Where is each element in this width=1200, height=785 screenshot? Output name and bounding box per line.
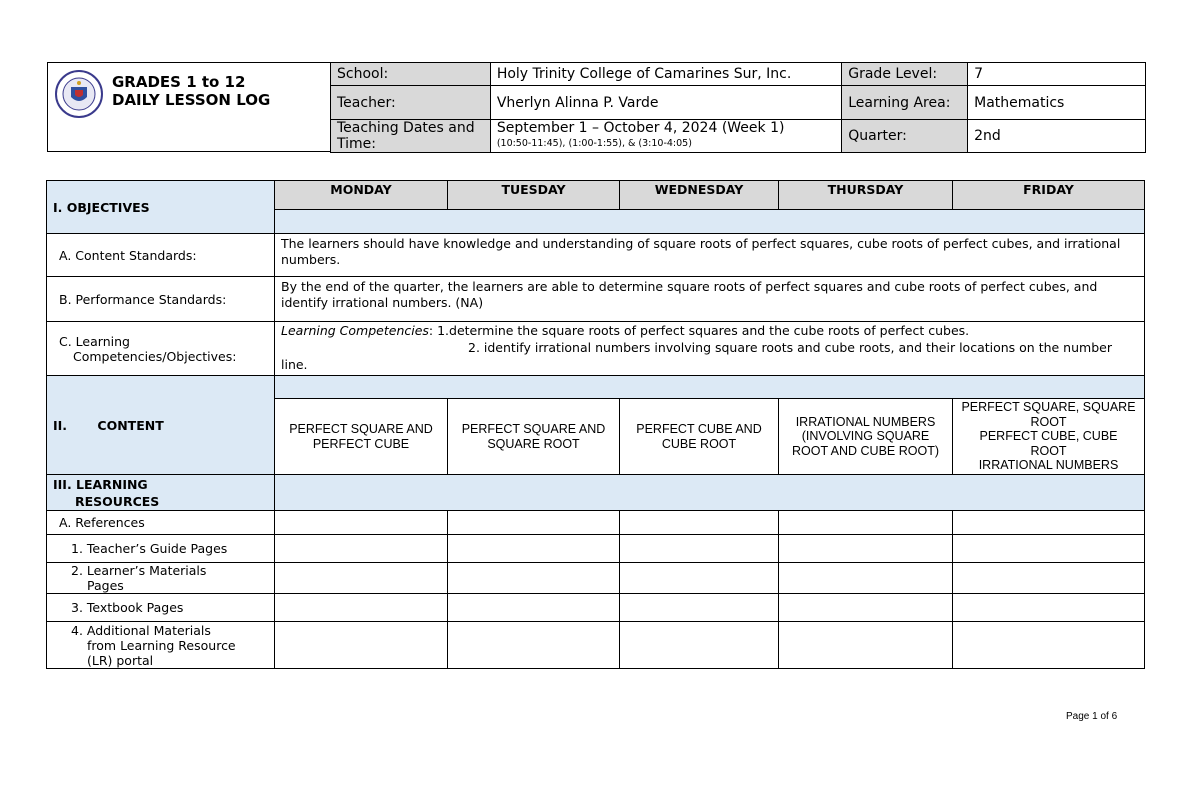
content-wednesday: PERFECT CUBE AND CUBE ROOT [620,399,779,475]
grade-level-label: Grade Level: [842,63,968,86]
quarter-value: 2nd [968,120,1146,153]
cell-tg-fri[interactable] [953,535,1145,563]
cell-am-mon[interactable] [275,622,448,669]
cell-ref-wed[interactable] [620,511,779,535]
learners-materials-line2: Pages [87,578,124,593]
school-label: School: [331,63,491,86]
cell-tg-wed[interactable] [620,535,779,563]
cell-lm-wed[interactable] [620,563,779,594]
content-heading-num: II. [53,417,68,433]
cell-tb-thu[interactable] [779,594,953,622]
competencies-line1-text: : 1.determine the square roots of perfect squares and the cube roots of perfect cubes. [428,323,970,338]
lesson-log-table [46,180,1145,669]
cell-am-thu[interactable] [779,622,953,669]
teaching-dates-cell [490,120,841,153]
competencies-label [47,322,275,376]
competencies-label-line1: C. Learning [59,333,130,349]
competencies-prefix: Learning Competencies [281,323,429,338]
page-number: Page 1 of 6 [1066,711,1118,722]
title-line-1: GRADES 1 to 12 [112,73,246,91]
additional-materials-label [47,622,275,669]
content-friday [953,399,1145,475]
cell-lm-mon[interactable] [275,563,448,594]
resources-blue-band [275,475,1145,511]
header-title-block [47,62,331,152]
content-standards-text: The learners should have knowledge and understanding of square roots of perfect squares, cube roots of perfect cubes, and irrational numbers. [275,234,1145,277]
deped-seal-logo [54,69,104,123]
learners-materials-line1: 2. Learner’s Materials [71,563,207,578]
content-thursday: IRRATIONAL NUMBERS (INVOLVING SQUARE ROOT AND CUBE ROOT) [779,399,953,475]
cell-lm-tue[interactable] [448,563,620,594]
day-header-thursday: THURSDAY [779,181,953,210]
objectives-heading: I. OBJECTIVES [47,181,275,234]
cell-ref-tue[interactable] [448,511,620,535]
cell-tg-mon[interactable] [275,535,448,563]
day-header-monday: MONDAY [275,181,448,210]
learning-area-label: Learning Area: [842,86,968,120]
grade-level-value: 7 [968,63,1146,86]
content-friday-line1: PERFECT SQUARE, SQUARE ROOT [961,400,1136,429]
teaching-dates-label: Teaching Dates and Time: [331,120,491,153]
competencies-text [275,322,1145,376]
title-line-2: DAILY LESSON LOG [112,91,271,109]
teacher-value: Vherlyn Alinna P. Varde [490,86,841,120]
competencies-line1 [281,322,1138,339]
content-heading-text: CONTENT [97,417,164,433]
cell-am-wed[interactable] [620,622,779,669]
cell-lm-fri[interactable] [953,563,1145,594]
teaching-times-value: (10:50-11:45), (1:00-1:55), & (3:10-4:05) [496,138,692,149]
teachers-guide-label: 1. Teacher’s Guide Pages [47,535,275,563]
resources-heading-line2: RESOURCES [75,493,160,509]
performance-standards-text: By the end of the quarter, the learners are able to determine square roots of perfect squares and cube roots of perfect cubes, and identify irrational numbers. (NA) [275,277,1145,322]
teacher-label: Teacher: [331,86,491,120]
school-value: Holy Trinity College of Camarines Sur, Inc. [490,63,841,86]
content-blue-band [275,376,1145,399]
day-header-tuesday: TUESDAY [448,181,620,210]
resources-heading-line1: III. LEARNING [53,476,148,492]
additional-materials-line2: from Learning Resource [87,637,236,653]
additional-materials-line1: 4. Additional Materials [71,622,211,638]
teaching-dates-value: September 1 – October 4, 2024 (Week 1) [496,120,785,136]
cell-tb-fri[interactable] [953,594,1145,622]
cell-am-fri[interactable] [953,622,1145,669]
content-tuesday: PERFECT SQUARE AND SQUARE ROOT [448,399,620,475]
cell-ref-fri[interactable] [953,511,1145,535]
cell-ref-mon[interactable] [275,511,448,535]
content-monday: PERFECT SQUARE AND PERFECT CUBE [275,399,448,475]
cell-tb-wed[interactable] [620,594,779,622]
cell-tg-thu[interactable] [779,535,953,563]
cell-lm-thu[interactable] [779,563,953,594]
references-label: A. References [47,511,275,535]
competencies-line3: line. [281,357,308,372]
cell-ref-thu[interactable] [779,511,953,535]
competencies-line2: 2. identify irrational numbers involving square roots and cube roots, and their locations on the number [468,340,1112,355]
competencies-label-line2: Competencies/Objectives: [73,348,237,364]
quarter-label: Quarter: [842,120,968,153]
header-info-table [330,62,1146,153]
day-header-wednesday: WEDNESDAY [620,181,779,210]
day-header-friday: FRIDAY [953,181,1145,210]
content-heading [47,376,275,475]
content-friday-line3: IRRATIONAL NUMBERS [978,458,1119,473]
cell-tg-tue[interactable] [448,535,620,563]
content-standards-label: A. Content Standards: [47,234,275,277]
resources-heading [47,475,275,511]
objectives-blue-band [275,210,1145,234]
learners-materials-label [47,563,275,594]
cell-am-tue[interactable] [448,622,620,669]
learning-area-value: Mathematics [968,86,1146,120]
performance-standards-label: B. Performance Standards: [47,277,275,322]
cell-tb-tue[interactable] [448,594,620,622]
content-friday-line2: PERFECT CUBE, CUBE ROOT [979,429,1118,458]
cell-tb-mon[interactable] [275,594,448,622]
additional-materials-line3: (LR) portal [87,652,154,668]
textbook-label: 3. Textbook Pages [47,594,275,622]
